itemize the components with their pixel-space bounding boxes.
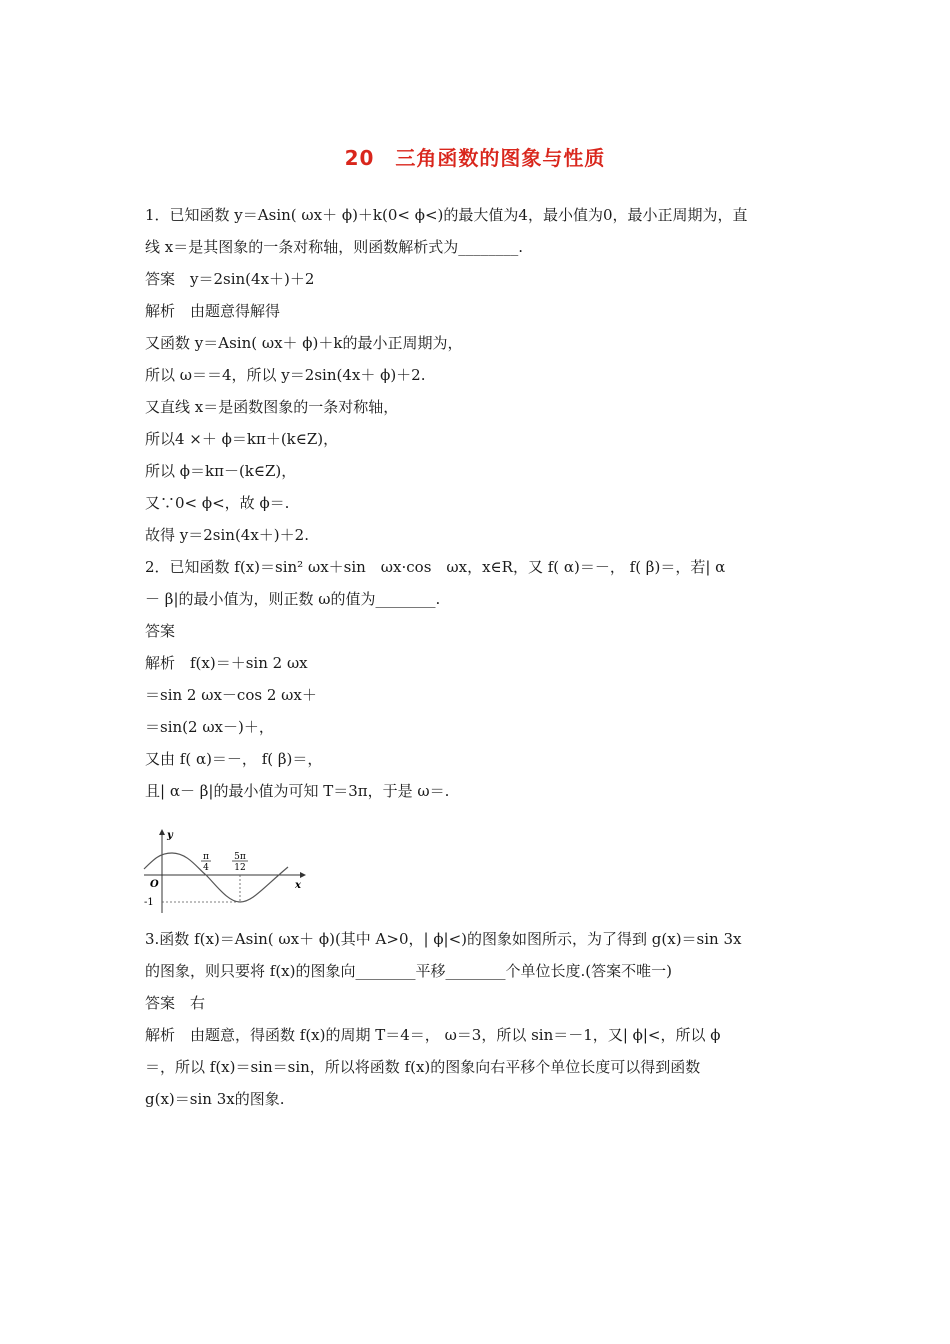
answer-3: 答案 右 bbox=[145, 994, 206, 1012]
analysis-3-line-3: g(x)＝sin 3x的图象. bbox=[145, 1090, 285, 1108]
y-axis-label: y bbox=[167, 830, 173, 841]
analysis-1-line-8: 故得 y＝2sin(4x＋)＋2. bbox=[145, 526, 309, 544]
analysis-2-line-5: 且| α－ β|的最小值为可知 T＝3π，于是 ω＝. bbox=[145, 782, 450, 800]
tick-pi-over-4-denominator: 4 bbox=[203, 863, 209, 873]
analysis-1-line-4: 又直线 x＝是函数图象的一条对称轴， bbox=[145, 398, 399, 416]
analysis-1-line-6: 所以 ϕ＝kπ－(k∈Z)， bbox=[145, 462, 297, 480]
answer-2: 答案 bbox=[145, 622, 176, 640]
analysis-1-line-1: 解析 由题意得解得 bbox=[145, 302, 281, 320]
analysis-2-line-3: ＝sin(2 ωx－)＋， bbox=[145, 718, 274, 736]
problem-3-line-1: 3.函数 f(x)＝Asin( ωx＋ ϕ)(其中 A>0，| ϕ|<)的图象如图所示，为了得到 g(x)＝sin 3x bbox=[145, 930, 742, 948]
analysis-1-line-2: 又函数 y＝Asin( ωx＋ ϕ)＋k的最小正周期为， bbox=[145, 334, 463, 352]
minus-one-label: -1 bbox=[144, 897, 154, 908]
problem-1-line-1: 1．已知函数 y＝Asin( ωx＋ ϕ)＋k(0< ϕ<)的最大值为4，最小值为0，最小正周期为，直 bbox=[145, 206, 748, 224]
analysis-1-line-3: 所以 ω＝＝4，所以 y＝2sin(4x＋ ϕ)＋2. bbox=[145, 366, 426, 384]
tick-5pi-over-12-denominator: 12 bbox=[234, 863, 246, 873]
problem-2-line-1: 2．已知函数 f(x)＝sin² ωx＋sin ωx·cos ωx，x∈R，又 f( α)＝－， f( β)＝，若| α bbox=[145, 558, 726, 576]
problem-1-line-2: 线 x＝是其图象的一条对称轴，则函数解析式为________. bbox=[145, 238, 523, 256]
analysis-3-line-1: 解析 由题意，得函数 f(x)的周期 T＝4＝， ω＝3，所以 sin＝－1，又| ϕ|<，所以 ϕ bbox=[145, 1026, 721, 1044]
analysis-1-line-7: 又∵0< ϕ<，故 ϕ＝. bbox=[145, 494, 290, 512]
tick-5pi-over-12-numerator: 5π bbox=[234, 852, 246, 862]
sine-graph-figure bbox=[140, 825, 310, 917]
analysis-2-line-4: 又由 f( α)＝－， f( β)＝， bbox=[145, 750, 323, 768]
sine-curve bbox=[144, 853, 288, 902]
origin-label: O bbox=[150, 879, 159, 890]
analysis-3-line-2: ＝，所以 f(x)＝sin＝sin，所以将函数 f(x)的图象向右平移个单位长度可以得到函数 bbox=[145, 1058, 701, 1076]
x-axis-label: x bbox=[295, 880, 301, 891]
tick-pi-over-4-numerator: π bbox=[203, 852, 209, 862]
page-title: 20 三角函数的图象与性质 bbox=[344, 146, 606, 170]
analysis-1-line-5: 所以4 ×＋ ϕ＝kπ＋(k∈Z)， bbox=[145, 430, 339, 448]
y-axis-arrow bbox=[159, 829, 165, 835]
problem-2-line-2: － β|的最小值为，则正数 ω的值为________. bbox=[145, 590, 441, 608]
x-axis-arrow bbox=[300, 872, 306, 878]
analysis-2-line-1: 解析 f(x)＝＋sin 2 ωx bbox=[145, 654, 308, 672]
answer-1: 答案 y＝2sin(4x＋)＋2 bbox=[145, 270, 315, 288]
analysis-2-line-2: ＝sin 2 ωx－cos 2 ωx＋ bbox=[145, 686, 317, 704]
problem-3-line-2: 的图象，则只要将 f(x)的图象向________平移________个单位长度.(答案不唯一) bbox=[145, 962, 672, 980]
